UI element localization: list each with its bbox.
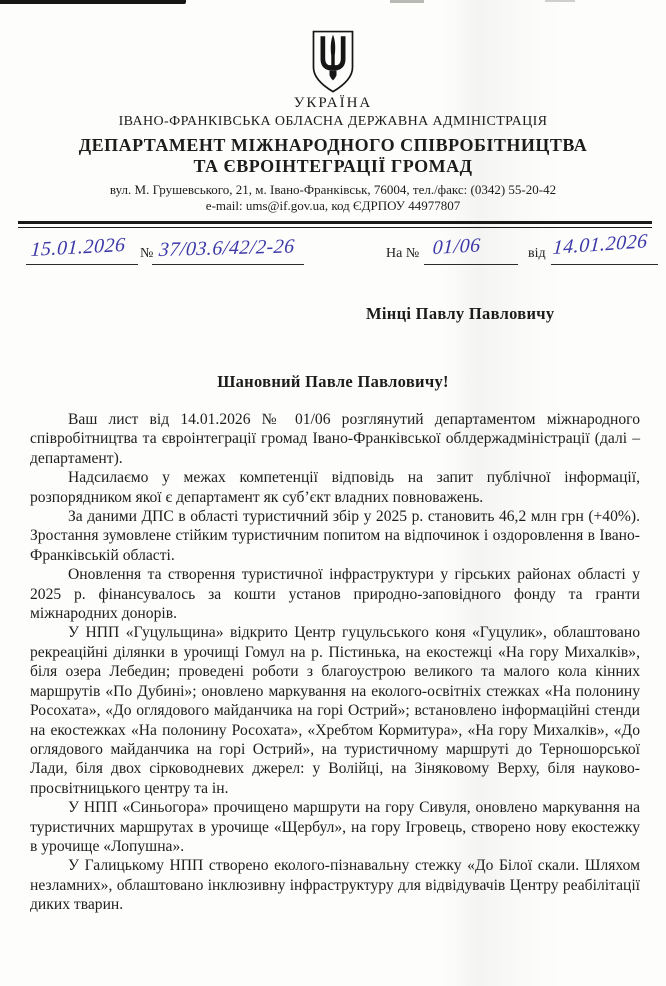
body-paragraph: У Галицькому НПП створено еколого-пізнавальну стежку «До Білої скали. Шляхом незламних», облаштовано інклюзивну інфраструктуру для відвідувачів Центру реабілітації диких тварин.: [30, 857, 640, 914]
handwritten-outgoing-number: 37/03.6/42/2-26: [158, 235, 296, 261]
body-paragraph: Ваш лист від 14.01.2026 № 01/06 розглянутий департаментом міжнародного співробітництва та євроінтеграції громад Івано-Франківської облдержадміністрації (далі – департамент).: [30, 411, 640, 467]
scan-artifact-top-middle: [390, 0, 424, 3]
reference-row: [0, 228, 666, 274]
body-paragraph: У НПП «Гуцульщина» відкрито Центр гуцульського коня «Гуцулик», облаштовано рекреаційні ділянки в урочищі Гомул на р. Пістинька, на екостежці «На гору Михалків», біля озера Лебедин; проведені роботи з благоустрою великого та малого кола кінних маршрутів «По Дубині»; оновлено маркування на еколого-освітніх стежках «На полонину Росохата», «До оглядового майданчика на горі Острий»; встановлено інформаційні стенди на екостежках «На полонину Росохата», «Хребтом Кормитура», «На гору Михалків», «До оглядового майданчика на горі Острий», на туристичному маршруті до Терношорської Лади, біля двох сірководневих джерел: у Волійці, на Зіняковому Верху, біля науково-просвітницького центру та ін.: [30, 624, 640, 797]
handwritten-outgoing-date: 15.01.2026: [30, 233, 127, 261]
body-paragraph: У НПП «Синьогора» прочищено маршрути на гору Сивуля, оновлено маркування на туристичних маршрутах в урочище «Щербул», на гору Ігровець, створено нову екостежку в урочище «Лопушна».: [30, 799, 640, 855]
number-label: №: [140, 246, 154, 261]
department-title-line2: ТА ЄВРОІНТЕГРАЦІЇ ГРОМАД: [193, 156, 473, 176]
reply-date-underline: [551, 264, 658, 265]
number-underline: [152, 264, 304, 265]
body-paragraph: За даними ДПС в області туристичний збір у 2025 р. становить 46,2 млн грн (+40%). Зростання зумовлене стійким туристичним попитом на відпочинок і оздоровлення в Івано-Франківській області.: [30, 508, 640, 564]
department-title-line1: ДЕПАРТАМЕНТ МІЖНАРОДНОГО СПІВРОБІТНИЦТВА: [78, 135, 588, 155]
body-paragraph: Оновлення та створення туристичної інфраструктури у гірських районах області у 2025 р. фінансувалось за кошти установ природно-заповідного фонду та гранти міжнародних донорів.: [30, 566, 640, 623]
body-paragraph: Надсилаємо у межах компетенції відповідь на запит публічної інформації, розпорядником якої є департамент як суб’єкт владних повноважень.: [30, 469, 640, 506]
ukraine-trident-icon: [309, 30, 357, 94]
date-underline: [26, 264, 138, 265]
reply-number-label: На №: [386, 246, 420, 261]
administration-title: ІВАНО-ФРАНКІВСЬКА ОБЛАСНА ДЕРЖАВНА АДМІНІСТРАЦІЯ: [118, 114, 548, 129]
country-title: УКРАЇНА: [293, 95, 373, 111]
email-line: e-mail: ums@if.gov.ua, код ЄДРПОУ 44977807: [205, 198, 461, 213]
scan-artifact-top-right: [545, 0, 575, 2]
reply-date-label: від: [528, 246, 546, 261]
header-divider: [18, 221, 652, 228]
scan-artifact-top-left: [0, 0, 186, 4]
letter-body: [30, 410, 640, 915]
salutation: Шановний Павле Павловичу!: [217, 372, 449, 391]
letterhead: [0, 30, 666, 228]
address-line: вул. М. Грушевського, 21, м. Івано-Франківськ, 76004, тел./факс: (0342) 55-20-42: [109, 182, 557, 197]
handwritten-reply-date: 14.01.2026: [552, 230, 649, 259]
reply-number-underline: [424, 264, 518, 265]
addressee: Мінці Павлу Павловичу: [366, 304, 555, 323]
handwritten-reply-number: 01/06: [432, 234, 482, 259]
